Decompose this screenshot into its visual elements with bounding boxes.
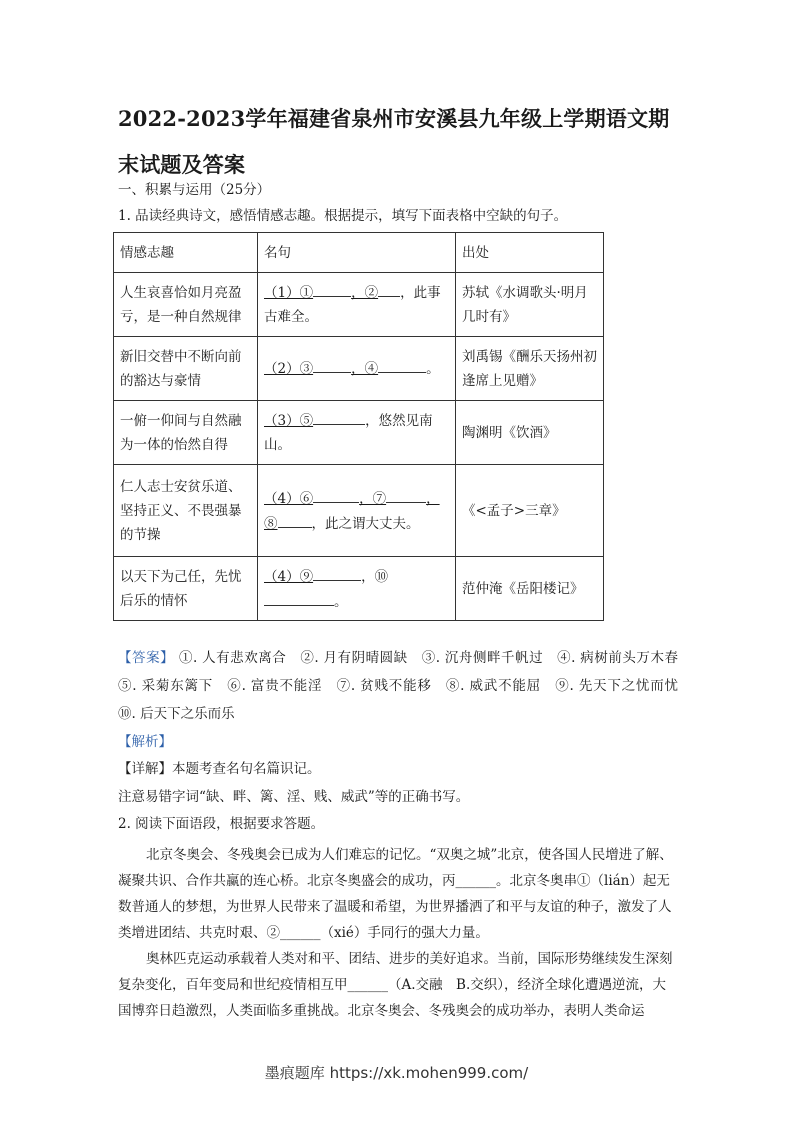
quote-cell: （1）① ，② ，此事古难全。 <box>258 273 456 337</box>
poetry-table <box>113 232 604 621</box>
theme-cell: 仁人志士安贫乐道、坚持正义、不畏强暴的节操 <box>114 465 258 557</box>
answer-text: ①. 人有悲欢离合 ②. 月有阴晴圆缺 ③. 沉舟侧畔千帆过 ④. 病树前头万木春 ⑤. 采菊东篱下 ⑥. 富贵不能淫 ⑦. 贫贱不能移 ⑧. 威武不能屈 ⑨. 先天下之忧而忧 ⑩. 后天下之乐而乐 <box>118 650 692 722</box>
quote-cell: （4）⑥ ，⑦ ，⑧ ，此之谓大丈夫。 <box>258 465 456 557</box>
table-row <box>114 557 604 621</box>
theme-cell: 一俯一仰间与自然融为一体的怡然自得 <box>114 401 258 465</box>
source-cell: 《<孟子>三章》 <box>456 465 604 557</box>
question-1: 1. 品读经典诗文，感悟情感志趣。根据提示，填写下面表格中空缺的句子。 <box>118 208 568 224</box>
source-cell: 范仲淹《岳阳楼记》 <box>456 557 604 621</box>
source-cell: 苏轼《水调歌头·明月几时有》 <box>456 273 604 337</box>
footer-watermark: 墨痕题库 https://xk.mohen999.com/ <box>264 1064 529 1082</box>
quote-cell: （2）③ ，④ 。 <box>258 337 456 401</box>
header-cell: 情感志趣 <box>114 233 258 273</box>
quote-cell: （4）⑨ ，⑩。 <box>258 557 456 621</box>
table-row <box>114 401 604 465</box>
paragraph-2: 奥林匹克运动承载着人类对和平、团结、进步的美好追求。当前，国际形势继续发生深刻复杂变化，百年变局和世纪疫情相互甲______（A.交融 B.交织），经济全球化遭遇逆流，大国博弈日趋激烈，人类面临多重挑战。北京冬奥会、冬残奥会的成功举办，表明人类命运 <box>118 951 673 1019</box>
answer-block <box>118 644 692 728</box>
analysis-label: 【解析】 <box>118 734 172 750</box>
answer-label: 【答案】 <box>118 650 175 666</box>
table-row <box>114 465 604 557</box>
theme-cell: 以天下为己任，先忧后乐的情怀 <box>114 557 258 621</box>
theme-cell: 人生哀喜恰如月亮盈亏，是一种自然规律 <box>114 273 258 337</box>
header-cell: 名句 <box>258 233 456 273</box>
section-heading: 一、积累与运用（25分） <box>118 182 271 198</box>
table-row <box>114 337 604 401</box>
note-text: 注意易错字词“缺、畔、篱、淫、贱、威武”等的正确书写。 <box>118 789 470 805</box>
page-title: 2022-2023学年福建省泉州市安溪县九年级上学期语文期末试题及答案 <box>118 106 670 177</box>
header-cell: 出处 <box>456 233 604 273</box>
theme-cell: 新旧交替中不断向前的豁达与豪情 <box>114 337 258 401</box>
source-cell: 刘禹锡《酬乐天扬州初逢席上见赠》 <box>456 337 604 401</box>
table-header-row <box>114 233 604 273</box>
paragraph-1: 北京冬奥会、冬残奥会已成为人们难忘的记忆。“双奥之城”北京，使各国人民增进了解、凝聚共识、合作共赢的连心桥。北京冬奥盛会的成功，丙______。北京冬奥串①（lián）起无数普通人的梦想，为世界人民带来了温暖和希望，为世界播洒了和平与友谊的种子，激发了人类增进团结、共克时艰、②______（xié）手同行的强大力量。 <box>118 847 673 941</box>
detail-text: 【详解】本题考查名句名篇识记。 <box>118 761 321 777</box>
source-cell: 陶渊明《饮酒》 <box>456 401 604 465</box>
table-row <box>114 273 604 337</box>
quote-cell: （3）⑤ ，悠然见南山。 <box>258 401 456 465</box>
question-2: 2. 阅读下面语段，根据要求答题。 <box>118 816 325 832</box>
